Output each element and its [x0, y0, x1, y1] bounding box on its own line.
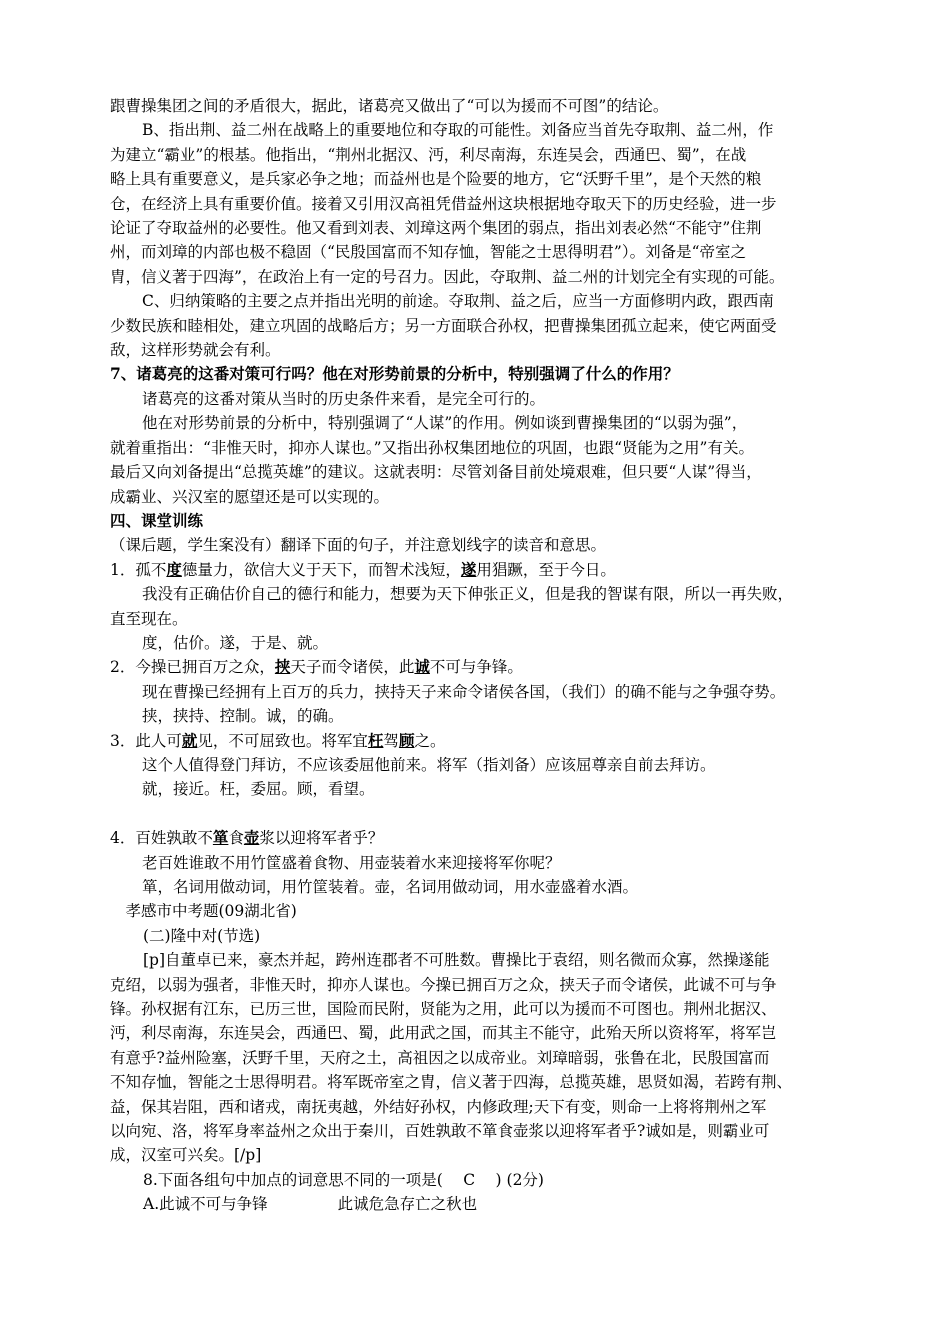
text-segment: 用猖蹶，至于今日。	[476, 560, 616, 579]
text-line: 老百姓谁敢不用竹筐盛着食物、用壶装着水来迎接将军你呢？	[142, 853, 561, 872]
text-line: 不知存恤，智能之士思得明君。将军既帝室之胄，信义著于四海，总揽英雄，思贤如渴，若跨有荆、	[110, 1073, 793, 1092]
text-line: 成，汉室可兴矣。[/p]	[110, 1146, 262, 1165]
text-segment: 2．今操已拥百万之众，	[110, 658, 275, 677]
text-line: 跟曹操集团之间的矛盾很大，据此，诸葛亮又做出了“可以为援而不可图”的结论。	[110, 97, 669, 115]
text-line	[110, 729, 850, 753]
underlined-char: 挟	[274, 657, 291, 677]
text-line: 孝感市中考题(09湖北省)	[110, 902, 297, 921]
text-segment: 食	[228, 829, 244, 848]
text-line: 略上具有重要意义，是兵家必争之地；而益州也是个险要的地方，它“沃野千里”，是个天然的粮	[110, 170, 762, 189]
text-line: 箪，名词用做动词，用竹筐装着。壶，名词用做动词，用水壶盛着水酒。	[142, 877, 639, 896]
text-segment: 浆以迎将军者乎？	[259, 829, 384, 848]
text-line: 克绍，以弱为强者，非惟天时，抑亦人谋也。今操已拥百万之众，挟天子而令诸侯，此诚不可与争	[110, 975, 777, 994]
underlined-char: 壶	[243, 828, 260, 848]
text-line: (二)隆中对(节选)	[143, 926, 261, 945]
text-line: 最后又向刘备提出“总揽英雄”的建议。这就表明：尽管刘备目前处境艰难，但只要“人谋”得当，	[110, 463, 762, 482]
text-segment: 3．此人可	[110, 731, 182, 750]
underlined-char: 枉	[367, 730, 384, 750]
text-line: 成霸业、兴汉室的愿望还是可以实现的。	[110, 487, 390, 506]
text-segment: 之。	[414, 731, 446, 750]
text-line: 诸葛亮的这番对策从当时的历史条件来看，是完全可行的。	[142, 389, 546, 408]
text-line: 度，估价。遂，于是、就。	[142, 633, 329, 652]
text-line: B、指出荆、益二州在战略上的重要地位和夺取的可能性。刘备应当首先夺取荆、益二州，作	[142, 121, 774, 140]
text-line: 就着重指出：“非惟天时，抑亦人谋也。”又指出孙权集团地位的巩固，也跟“贤能为之用”有关。	[110, 438, 754, 457]
text-segment: 德量力，欲信大义于天下，而智术浅短，	[181, 560, 461, 579]
text-line: 四、课堂训练	[110, 510, 204, 530]
text-line: 直至现在。	[110, 609, 188, 628]
text-line: 仓，在经济上具有重要价值。接着又引用汉高祖凭借益州这块根据地夺取天下的历史经验，进一步	[110, 194, 777, 213]
text-line: 我没有正确估价自己的德行和能力，想要为天下伸张正义，但是我的智谋有限，所以一再失败，	[142, 585, 794, 604]
text-line: 沔，利尽南海，东连吴会，西通巴、蜀，此用武之国，而其主不能守，此殆天所以资将军，将军岂	[110, 1024, 777, 1043]
text-line: 就，接近。枉，委屈。顾，看望。	[142, 780, 375, 799]
text-line: 以向宛、洛，将军身率益州之众出于秦川，百姓孰敢不箪食壶浆以迎将军者乎?诚如是，则霸业可	[110, 1122, 770, 1141]
text-segment: 天子而令诸侯，此	[290, 658, 415, 677]
underlined-char: 箪	[212, 828, 229, 848]
text-line: 论证了夺取益州的必要性。他又看到刘表、刘璋这两个集团的弱点，指出刘表必然“不能守”住荆	[110, 219, 762, 238]
text-line	[110, 558, 850, 582]
underlined-char: 遂	[460, 559, 477, 579]
text-segment: 不可与争锋。	[429, 658, 523, 677]
underlined-char: 就	[181, 730, 198, 750]
text-line: 敌，这样形势就会有利。	[110, 341, 281, 360]
underlined-char: 诚	[414, 657, 430, 677]
blank-line	[110, 802, 850, 826]
text-line: 7、诸葛亮的这番对策可行吗？他在对形势前景的分析中，特别强调了什么的作用？	[110, 364, 679, 384]
text-line: 现在曹操已经拥有上百万的兵力，挟持天子来命令诸侯各国，（我们）的确不能与之争强夺势。	[142, 682, 786, 701]
text-segment: 见，不可屈致也。将军宜	[197, 731, 368, 750]
text-line: 为建立“霸业”的根基。他指出，“荆州北据汉、沔，利尽南海，东连吴会，西通巴、蜀”，在战	[110, 145, 747, 164]
text-line: （课后题，学生案没有）翻译下面的句子，并注意划线字的读音和意思。	[110, 536, 607, 555]
text-segment: 驾	[383, 731, 399, 750]
text-segment: 此诚危急存亡之秋也	[337, 1195, 478, 1214]
text-line	[110, 655, 850, 679]
text-line: [p]自董卓已来，豪杰并起，跨州连郡者不可胜数。曹操比于袁绍，则名微而众寡，然操遂能	[143, 951, 770, 970]
text-line: 这个人值得登门拜访，不应该委屈他前来。将军（指刘备）应该屈尊亲自前去拜访。	[142, 755, 716, 774]
underlined-char: 顾	[398, 730, 415, 750]
text-segment: A.此诚不可与争锋	[143, 1195, 268, 1214]
text-line: C、归纳策略的主要之点并指出光明的前途。夺取荆、益之后，应当一方面修明内政，跟西南	[142, 292, 774, 311]
text-line: 胄，信义著于四海”，在政治上有一定的号召力。因此，夺取荆、益二州的计划完全有实现的可能。	[110, 267, 785, 286]
document-page	[110, 94, 850, 1217]
text-line	[110, 1192, 850, 1216]
text-line	[110, 826, 850, 850]
underlined-char: 度	[166, 559, 182, 579]
text-segment: 4．百姓孰敢不	[110, 829, 213, 848]
text-line: 锋。孙权据有江东，已历三世，国险而民附，贤能为之用，此可以为援而不可图也。荆州北据汉、	[110, 1000, 777, 1019]
text-line: 8.下面各组句中加点的词意思不同的一项是( C ) (2分)	[143, 1170, 544, 1189]
text-line: 有意乎?益州险塞，沃野千里，天府之土，高祖因之以成帝业。刘璋暗弱，张鲁在北，民殷国富而	[110, 1048, 770, 1067]
text-line: 州，而刘璋的内部也极不稳固（“民殷国富而不知存恤，智能之士思得明君”）。刘备是“帝室之	[110, 243, 747, 262]
text-line: 益，保其岩阻，西和诸戎，南抚夷越，外结好孙权，内修政理;天下有变，则命一上将将荆州之军	[110, 1097, 767, 1116]
text-line: 挟，挟持、控制。诚，的确。	[142, 707, 344, 726]
text-line: 他在对形势前景的分析中，特别强调了“人谋”的作用。例如谈到曹操集团的“以弱为强”，	[142, 414, 748, 433]
text-segment: 1．孤不	[110, 560, 167, 579]
text-line: 少数民族和睦相处，建立巩固的战略后方；另一方面联合孙权，把曹操集团孤立起来，使它两面受	[110, 316, 777, 335]
